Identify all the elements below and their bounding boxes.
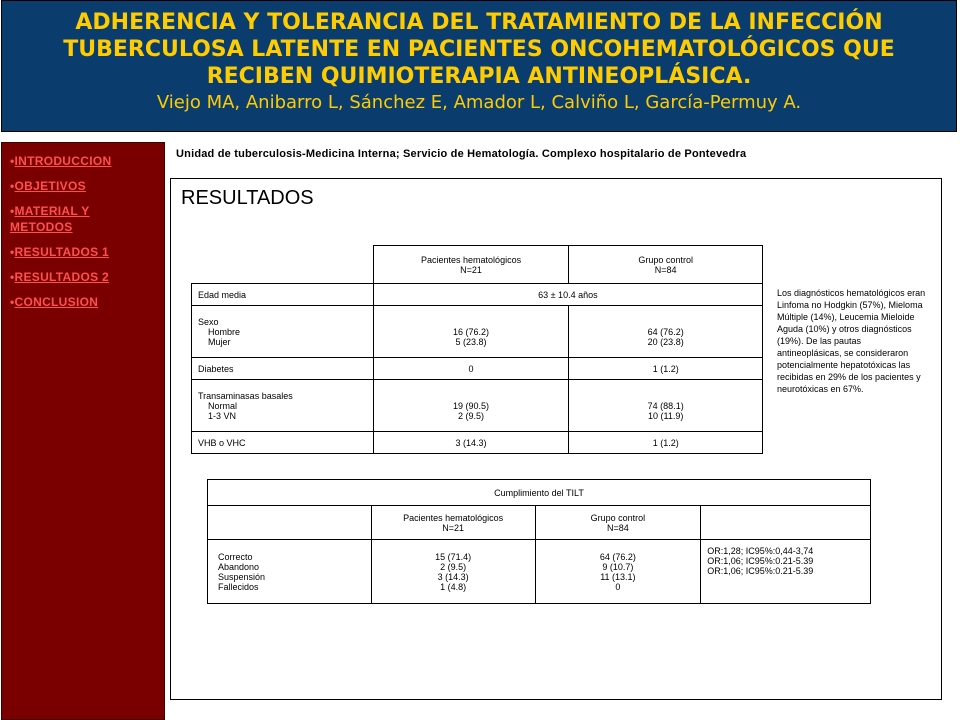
col-header-line: Pacientes hematológicos	[421, 254, 522, 265]
cell-value: 1 (1.2)	[569, 432, 763, 454]
sidebar-item-material-metodos	[10, 203, 164, 235]
sidebar-link-objetivos[interactable]: OBJETIVOS	[14, 179, 86, 193]
results-panel	[170, 178, 942, 700]
or-text: OR:1,06; IC95%:0.21-5.39	[707, 556, 814, 566]
diagnosis-note: Los diagnósticos hematológicos eran Linfoma no Hodgkin (57%), Mieloma Múltiple (14%), Leucemia Mieloide Aguda (10%) y otros diagnósticos (19%). De las pautas antineoplásicas, se consideraron potencialmente hepatotóxicas las recibidas en 29% de los pacientes y neurotóxicas en 67%.	[777, 288, 926, 394]
bullet-icon: •	[10, 179, 15, 193]
table-row	[192, 306, 763, 358]
or-cell	[701, 540, 871, 604]
sidebar-link-introduccion[interactable]: INTRODUCCION	[14, 154, 112, 168]
table-row	[192, 380, 763, 432]
section-title: RESULTADOS	[181, 187, 314, 209]
cell-value	[373, 306, 569, 358]
cell-value	[569, 380, 763, 432]
header-cell	[569, 246, 763, 284]
table-row	[192, 284, 763, 306]
bullet-icon: •	[10, 245, 15, 259]
table-header-row	[192, 246, 763, 284]
col-header-line: N=84	[654, 264, 677, 275]
cell-text: 1 (4.8)	[440, 581, 467, 592]
cell-value: 0	[373, 358, 569, 380]
sidebar-item-objetivos	[10, 178, 164, 194]
header-cell	[373, 246, 569, 284]
cell-value	[371, 540, 535, 604]
col-header-line: N=84	[606, 522, 629, 533]
row-labels	[208, 540, 372, 604]
col-header-line: N=21	[442, 522, 465, 533]
poster-title: ADHERENCIA Y TOLERANCIA DEL TRATAMIENTO DE LA INFECCIÓN TUBERCULOSA LATENTE EN PACIENTES ONCOHEMATOLÓGICOS QUE RECIBEN QUIMIOTERAPIA ANTINEOPLÁSICA.	[63, 10, 895, 89]
cell-text: 5 (23.8)	[455, 336, 487, 347]
sidebar-link-conclusion[interactable]: CONCLUSION	[14, 295, 99, 309]
col-header-line: Pacientes hematológicos	[403, 512, 504, 523]
cell-value: 63 ± 10.4 años	[373, 284, 762, 306]
cell-text: 11 (13.1)	[600, 571, 636, 582]
demographics-table	[191, 245, 763, 454]
or-text: OR:1,06; IC95%:0.21-5.39	[707, 566, 814, 576]
institution-line: Unidad de tuberculosis-Medicina Interna; Servicio de Hematología. Complexo hospitalario de Pontevedra	[176, 148, 747, 160]
row-label-text: Suspensión	[218, 571, 266, 582]
table-row	[192, 432, 763, 454]
bullet-icon: •	[10, 154, 15, 168]
row-label-text: Correcto	[218, 551, 253, 562]
row-sublabel: 1-3 VN	[208, 410, 237, 421]
row-sublabel: Normal	[208, 400, 238, 411]
bullet-icon: •	[10, 295, 15, 309]
row-label-text: Fallecidos	[218, 581, 259, 592]
table-title: Cumplimiento del TILT	[208, 480, 871, 506]
sidebar-nav	[1, 142, 165, 720]
row-label	[192, 306, 374, 358]
poster-authors: Viejo MA, Anibarro L, Sánchez E, Amador L, Calviño L, García-Permuy A.	[156, 92, 802, 113]
cell-value	[373, 380, 569, 432]
cell-text: 64 (76.2)	[647, 326, 684, 337]
sidebar-link-material-metodos[interactable]: MATERIAL Y METODOS	[10, 204, 90, 234]
sidebar-item-resultados-2	[10, 269, 164, 285]
cell-text: 10 (11.9)	[648, 410, 684, 421]
row-label	[192, 380, 374, 432]
cell-text: 16 (76.2)	[453, 326, 490, 337]
cell-text: 20 (23.8)	[647, 336, 684, 347]
row-label: VHB o VHC	[192, 432, 374, 454]
col-header-line: Grupo control	[638, 254, 693, 265]
header-cell	[371, 506, 535, 540]
cell-value: 1 (1.2)	[569, 358, 763, 380]
header-cell	[535, 506, 701, 540]
cell-text: 74 (88.1)	[647, 400, 684, 411]
row-sublabel: Hombre	[208, 326, 241, 337]
table-row	[192, 358, 763, 380]
bullet-icon: •	[10, 204, 15, 218]
or-text: OR:1,28; IC95%:0,44-3,74	[707, 546, 814, 556]
sidebar-link-resultados-2[interactable]: RESULTADOS 2	[14, 270, 110, 284]
table-title-row	[208, 480, 871, 506]
row-label-text: Transaminasas basales	[198, 390, 293, 401]
cell-value	[569, 306, 763, 358]
row-label-text: Abandono	[218, 561, 260, 572]
cell-text: 9 (10.7)	[602, 561, 634, 572]
cell-value: 3 (14.3)	[373, 432, 569, 454]
col-header-line: Grupo control	[590, 512, 646, 523]
cell-text: 64 (76.2)	[599, 551, 636, 562]
cell-text: 2 (9.5)	[458, 410, 485, 421]
sidebar-item-introduccion	[10, 153, 164, 169]
row-label: Diabetes	[192, 358, 374, 380]
cell-text: 3 (14.3)	[437, 571, 469, 582]
col-header-line: N=21	[460, 264, 482, 275]
table-row	[208, 540, 871, 604]
cell-text: 19 (90.5)	[453, 400, 490, 411]
table-header-row	[208, 506, 871, 540]
row-label: Edad media	[192, 284, 374, 306]
cell-value	[535, 540, 701, 604]
sidebar-link-resultados-1[interactable]: RESULTADOS 1	[14, 245, 110, 259]
cell-text: 2 (9.5)	[440, 561, 467, 572]
cell-text: 0	[615, 581, 621, 592]
header-banner	[1, 0, 957, 132]
bullet-icon: •	[10, 270, 15, 284]
sidebar-item-conclusion	[10, 294, 164, 310]
cell-text: 15 (71.4)	[435, 551, 472, 562]
row-sublabel: Mujer	[208, 336, 231, 347]
compliance-table	[207, 479, 871, 604]
row-label-text: Sexo	[198, 316, 219, 327]
sidebar-item-resultados-1	[10, 244, 164, 260]
